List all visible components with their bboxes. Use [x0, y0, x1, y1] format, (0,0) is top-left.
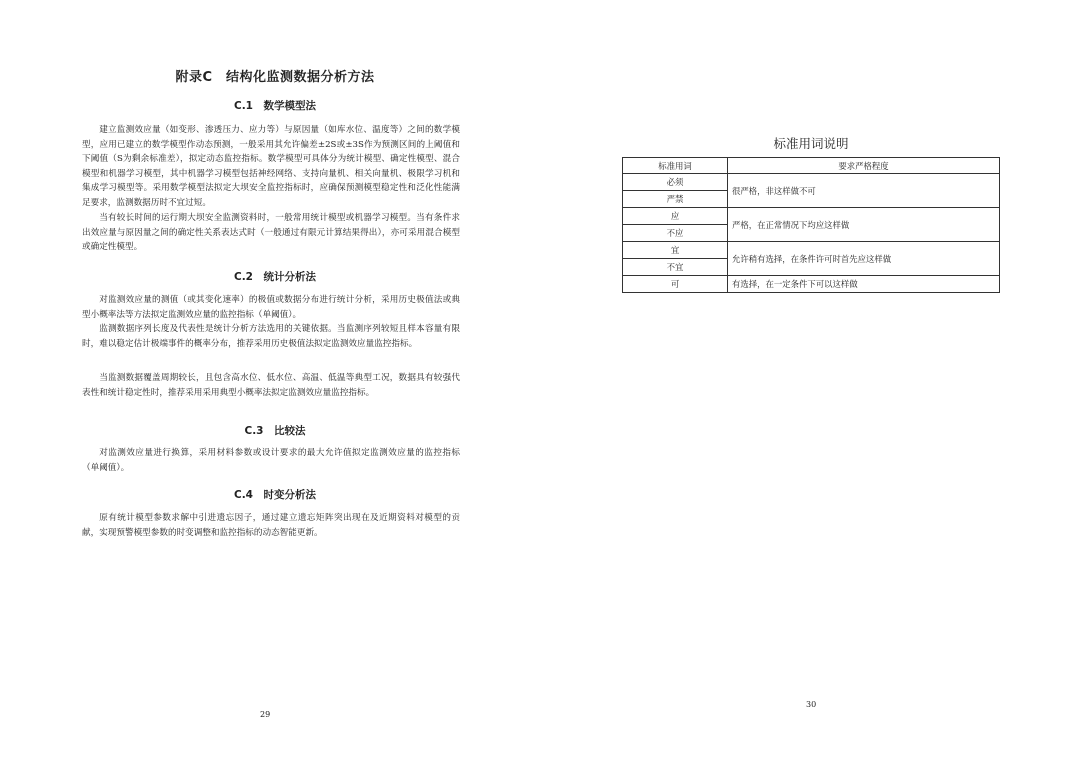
table-header-row	[623, 158, 1000, 174]
paragraph: 当有较长时间的运行期大坝安全监测资料时，一般常用统计模型或机器学习模型。当有条件求出效应量与原因量之间的确定性关系表达式时（一般通过有限元计算结果得出），亦可采用混合模型或确定性模型。	[82, 213, 460, 253]
paragraph: 原有统计模型参数求解中引进遗忘因子，通过建立遗忘矩阵突出现在及近期资料对模型的贡献，实现预警模型参数的时变调整和监控指标的动态智能更新。	[82, 513, 460, 538]
term-cell: 可	[623, 276, 728, 293]
term-cell: 不应	[623, 225, 728, 242]
term-cell: 宜	[623, 242, 728, 259]
right-page	[540, 0, 1080, 764]
table-row	[623, 174, 1000, 191]
term-cell: 必须	[623, 174, 728, 191]
section-heading-c4: C.4 时变分析法	[233, 489, 316, 501]
paragraph: 对监测效应量的测值（或其变化速率）的极值或数据分布进行统计分析，采用历史极值法或典型小概率法等方法拟定监测效应量的监控指标（单阈值）。	[82, 295, 460, 320]
term-cell: 严禁	[623, 191, 728, 208]
paragraph: 监测数据序列长度及代表性是统计分析方法选用的关键依据。当监测序列较短且样本容量有限时，难以稳定估计极端事件的概率分布，推荐采用历史极值法拟定监测效应量监控指标。	[82, 324, 460, 349]
paragraph: 当监测数据覆盖周期较长，且包含高水位、低水位、高温、低温等典型工况，数据具有较强代表性和统计稳定性时，推荐采用采用典型小概率法拟定监测效应量监控指标。	[82, 373, 460, 398]
table-row	[623, 208, 1000, 225]
table-row	[623, 276, 1000, 293]
page-number: 30	[806, 700, 817, 709]
description-cell: 允许稍有选择，在条件许可时首先应这样做	[728, 242, 1000, 276]
header-term: 标准用词	[623, 158, 728, 174]
header-strictness: 要求严格程度	[728, 158, 1000, 174]
description-cell: 严格，在正常情况下均应这样做	[728, 208, 1000, 242]
term-cell: 应	[623, 208, 728, 225]
paragraph: 建立监测效应量（如变形、渗透压力、应力等）与原因量（如库水位、温度等）之间的数学模型，应用已建立的数学模型作动态预测，一般采用其允许偏差±2S或±3S作为预测区间的上阈值和下阈值（S为剩余标准差），拟定动态监控指标。数学模型可具体分为统计模型、确定性模型、混合模型和机器学习模型，其中机器学习模型包括神经网络、支持向量机、相关向量机、极限学习机和集成学习模型等。采用数学模型法拟定大坝安全监控指标时，应确保预测模型稳定性和泛化性能满足要求，监测数据历时不宜过短。	[82, 125, 460, 208]
section-heading-c2: C.2 统计分析法	[233, 271, 316, 283]
description-cell: 很严格，非这样做不可	[728, 174, 1000, 208]
description-cell: 有选择，在一定条件下可以这样做	[728, 276, 1000, 293]
terms-table	[622, 157, 1000, 293]
paragraph: 对监测效应量进行换算，采用材料参数或设计要求的最大允许值拟定监测效应量的监控指标（单阈值）。	[82, 448, 460, 473]
appendix-title: 附录C 结构化监测数据分析方法	[175, 70, 375, 85]
section-heading-c1: C.1 数学模型法	[233, 100, 316, 112]
page-number: 29	[260, 710, 271, 719]
terms-title: 标准用词说明	[773, 136, 849, 151]
table-row	[623, 242, 1000, 259]
term-cell: 不宜	[623, 259, 728, 276]
section-heading-c3: C.3 比较法	[244, 425, 306, 437]
